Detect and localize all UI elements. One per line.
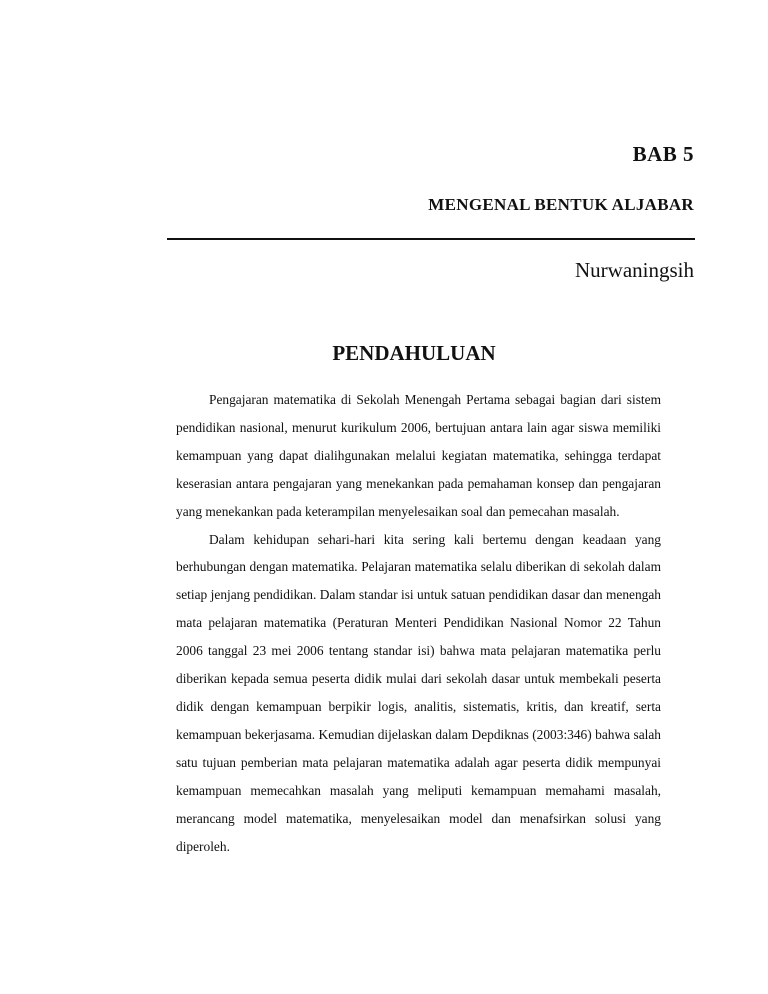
chapter-title: MENGENAL BENTUK ALJABAR <box>428 195 694 214</box>
section-heading: PENDAHULUAN <box>332 341 496 365</box>
paragraph-2: Dalam kehidupan sehari-hari kita sering kali bertemu dengan keadaan yang berhubungan dengan matematika. Pelajaran matematika selalu diberikan di sekolah dalam setiap jenjang pendidikan. Dalam standar isi untuk satuan pendidikan dasar dan menengah mata pelajaran matematika (Peraturan Menteri Pendidikan Nasional Nomor 22 Tahun 2006 tanggal 23 mei 2006 tentang standar isi) bahwa mata pelajaran matematika perlu diberikan kepada semua peserta didik mulai dari sekolah dasar untuk membekali peserta didik dengan kemampuan berpikir logis, analitis, sistematis, kritis, dan kreatif, serta kemampuan bekerjasama. Kemudian dijelaskan dalam Depdiknas (2003:346) bahwa salah satu tujuan pemberian mata pelajaran matematika adalah agar peserta didik mempunyai kemampuan memecahkan masalah yang meliputi kemampuan memahami masalah, merancang model matematika, menyelesaikan model dan menafsirkan solusi yang diperoleh. <box>176 531 661 854</box>
title-divider <box>167 238 695 240</box>
author-name: Nurwaningsih <box>575 258 694 282</box>
body-text <box>176 386 661 860</box>
chapter-label: BAB 5 <box>632 142 694 166</box>
paragraph-1: Pengajaran matematika di Sekolah Menengah Pertama sebagai bagian dari sistem pendidikan nasional, menurut kurikulum 2006, bertujuan antara lain agar siswa memiliki kemampuan yang dapat dialihgunakan melalui kegiatan matematika, sehingga terdapat keserasian antara pengajaran yang menekankan pada pemahaman konsep dan pengajaran yang menekankan pada keterampilan menyelesaikan soal dan pemecahan masalah. <box>176 392 661 519</box>
